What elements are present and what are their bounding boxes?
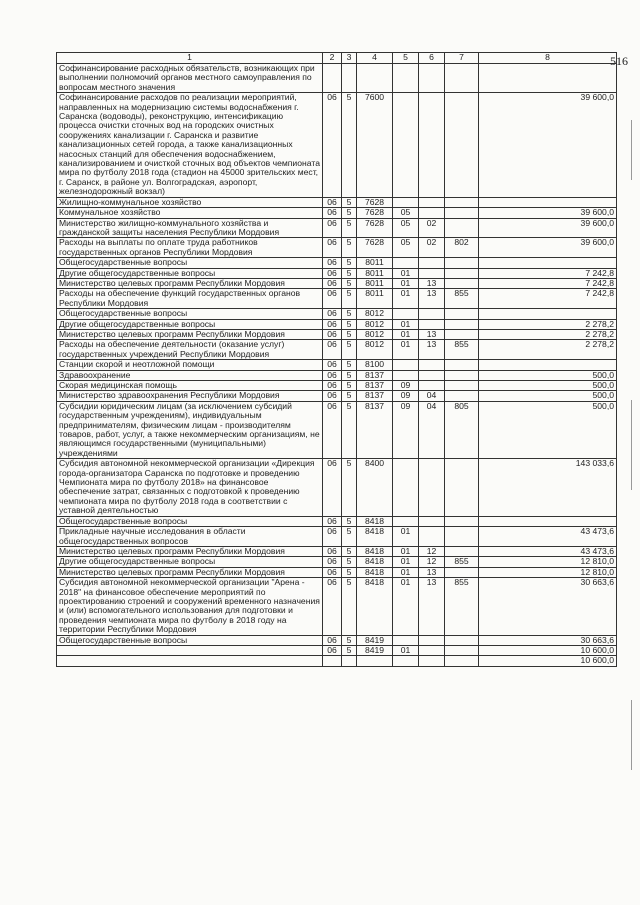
table-row <box>57 567 617 577</box>
code-c3: 5 <box>342 258 357 268</box>
table-row <box>57 516 617 526</box>
code-c3: 5 <box>342 381 357 391</box>
amount: 7 242,8 <box>479 289 617 309</box>
code-c6 <box>419 635 445 645</box>
code-c4: 8419 <box>357 645 393 655</box>
code-c7: 805 <box>445 401 479 458</box>
code-c4: 8011 <box>357 258 393 268</box>
code-c2: 06 <box>323 645 342 655</box>
table-row <box>57 208 617 218</box>
code-c4: 8011 <box>357 289 393 309</box>
code-c6: 02 <box>419 218 445 238</box>
amount: 2 278,2 <box>479 319 617 329</box>
code-c5 <box>393 360 419 370</box>
code-c5: 01 <box>393 527 419 547</box>
code-c5 <box>393 516 419 526</box>
code-c4: 8418 <box>357 527 393 547</box>
row-name: Расходы на обеспечение функций государственных органов Республики Мордовия <box>57 289 323 309</box>
table-row <box>57 278 617 288</box>
code-c5 <box>393 197 419 207</box>
amount: 39 600,0 <box>479 238 617 258</box>
code-c6 <box>419 459 445 516</box>
code-c7 <box>445 319 479 329</box>
amount: 30 663,6 <box>479 578 617 635</box>
row-name: Министерство жилищно-коммунального хозяйства и гражданской защиты населения Республики Мордовия <box>57 218 323 238</box>
row-name: Скорая медицинская помощь <box>57 381 323 391</box>
code-c7 <box>445 360 479 370</box>
amount: 10 600,0 <box>479 645 617 655</box>
code-c2: 06 <box>323 370 342 380</box>
code-c6 <box>419 516 445 526</box>
table-row <box>57 635 617 645</box>
empty-cell <box>357 656 393 666</box>
amount <box>479 64 617 93</box>
code-c6 <box>419 381 445 391</box>
code-c3: 5 <box>342 360 357 370</box>
code-c2: 06 <box>323 319 342 329</box>
code-c2: 06 <box>323 459 342 516</box>
column-header: 1 <box>57 53 323 64</box>
code-c6 <box>419 527 445 547</box>
code-c4: 8137 <box>357 401 393 458</box>
row-name: Расходы на выплаты по оплате труда работников государственных органов Республики Мордовия <box>57 238 323 258</box>
amount: 39 600,0 <box>479 93 617 197</box>
code-c7 <box>445 278 479 288</box>
row-name: Министерство целевых программ Республики Мордовия <box>57 567 323 577</box>
amount: 12 810,0 <box>479 557 617 567</box>
table-row <box>57 401 617 458</box>
code-c4: 7628 <box>357 197 393 207</box>
code-c2: 06 <box>323 635 342 645</box>
code-c5: 01 <box>393 546 419 556</box>
column-header: 2 <box>323 53 342 64</box>
code-c7 <box>445 381 479 391</box>
table-row <box>57 527 617 547</box>
table-row <box>57 218 617 238</box>
code-c2: 06 <box>323 546 342 556</box>
empty-cell <box>419 656 445 666</box>
code-c7 <box>445 329 479 339</box>
code-c6: 04 <box>419 401 445 458</box>
code-c4: 7600 <box>357 93 393 197</box>
code-c7 <box>445 64 479 93</box>
code-c7 <box>445 459 479 516</box>
empty-cell <box>393 656 419 666</box>
table-row <box>57 289 617 309</box>
code-c3: 5 <box>342 401 357 458</box>
amount: 10 600,0 <box>479 656 617 666</box>
code-c4: 8418 <box>357 557 393 567</box>
amount <box>479 360 617 370</box>
table-row <box>57 238 617 258</box>
table-row <box>57 93 617 197</box>
code-c7 <box>445 370 479 380</box>
code-c2: 06 <box>323 516 342 526</box>
code-c5 <box>393 258 419 268</box>
code-c7 <box>445 546 479 556</box>
code-c4: 8418 <box>357 516 393 526</box>
code-c4: 8011 <box>357 268 393 278</box>
code-c5: 09 <box>393 391 419 401</box>
code-c2: 06 <box>323 258 342 268</box>
code-c5: 01 <box>393 567 419 577</box>
code-c3: 5 <box>342 340 357 360</box>
row-name: Субсидия автономной некоммерческой организации «Дирекция города-организатора Саранска по подготовке и проведению Чемпионата мира по футболу 2018» на финансовое обеспечение затрат, связанных с подготовкой к проведению чемпионата мира по футболу 2018 года в соответствии с уставной деятельностью <box>57 459 323 516</box>
row-name: Здравоохранение <box>57 370 323 380</box>
code-c6: 13 <box>419 278 445 288</box>
code-c6: 12 <box>419 546 445 556</box>
table-row <box>57 578 617 635</box>
row-name: Софинансирование расходов по реализации мероприятий, направленных на модернизацию системы водоснабжения г. Саранска (водоводы), реконструкцию, интенсификацию процесса очистки сточных вод на городских очистных сооружениях канализации г. Саранска и развитие канализационных сетей города, а также канализационных насосных станций для обеспечения водоснабжением, канализированием и очисткой сточных вод объектов чемпионата мира по футболу 2018 года (стадион на 45000 зрительских мест, г. Саранск, в районе ул. Волгоградская, аэропорт, железнодорожный вокзал) <box>57 93 323 197</box>
code-c6: 13 <box>419 329 445 339</box>
code-c7 <box>445 635 479 645</box>
code-c2: 06 <box>323 197 342 207</box>
code-c5 <box>393 64 419 93</box>
amount <box>479 258 617 268</box>
code-c3: 5 <box>342 557 357 567</box>
code-c5 <box>393 370 419 380</box>
code-c4: 8012 <box>357 329 393 339</box>
amount <box>479 516 617 526</box>
code-c7 <box>445 197 479 207</box>
code-c6 <box>419 645 445 655</box>
table-row <box>57 656 617 666</box>
amount: 143 033,6 <box>479 459 617 516</box>
code-c7 <box>445 258 479 268</box>
table-header-row <box>57 53 617 64</box>
table-row <box>57 381 617 391</box>
row-name: Прикладные научные исследования в области общегосударственных вопросов <box>57 527 323 547</box>
code-c2: 06 <box>323 567 342 577</box>
code-c3: 5 <box>342 578 357 635</box>
column-header: 7 <box>445 53 479 64</box>
code-c4: 7628 <box>357 238 393 258</box>
code-c6: 13 <box>419 340 445 360</box>
table-row <box>57 268 617 278</box>
code-c5: 01 <box>393 340 419 360</box>
code-c3: 5 <box>342 516 357 526</box>
code-c3: 5 <box>342 370 357 380</box>
amount: 43 473,6 <box>479 546 617 556</box>
code-c6: 02 <box>419 238 445 258</box>
amount: 39 600,0 <box>479 218 617 238</box>
code-c7 <box>445 567 479 577</box>
table-row <box>57 370 617 380</box>
row-name: Другие общегосударственные вопросы <box>57 319 323 329</box>
code-c4: 8419 <box>357 635 393 645</box>
row-name: Общегосударственные вопросы <box>57 516 323 526</box>
code-c5 <box>393 635 419 645</box>
table-row <box>57 64 617 93</box>
code-c5: 09 <box>393 381 419 391</box>
code-c7 <box>445 309 479 319</box>
row-name: Расходы на обеспечение деятельности (оказание услуг) государственных учреждений Республики Мордовия <box>57 340 323 360</box>
table-row <box>57 360 617 370</box>
code-c4: 7628 <box>357 218 393 238</box>
row-name: Общегосударственные вопросы <box>57 309 323 319</box>
code-c5: 01 <box>393 578 419 635</box>
code-c2: 06 <box>323 309 342 319</box>
empty-cell <box>445 656 479 666</box>
amount <box>479 197 617 207</box>
code-c6: 13 <box>419 567 445 577</box>
amount: 500,0 <box>479 391 617 401</box>
code-c5 <box>393 309 419 319</box>
code-c6 <box>419 309 445 319</box>
code-c7 <box>445 645 479 655</box>
table-row <box>57 459 617 516</box>
code-c2: 06 <box>323 527 342 547</box>
row-name: Общегосударственные вопросы <box>57 258 323 268</box>
code-c3: 5 <box>342 567 357 577</box>
code-c5: 09 <box>393 401 419 458</box>
code-c5: 01 <box>393 268 419 278</box>
row-name: Другие общегосударственные вопросы <box>57 557 323 567</box>
code-c5 <box>393 93 419 197</box>
code-c4: 8012 <box>357 340 393 360</box>
code-c6: 12 <box>419 557 445 567</box>
row-name: Общегосударственные вопросы <box>57 635 323 645</box>
amount <box>479 309 617 319</box>
table-row <box>57 258 617 268</box>
row-name <box>57 645 323 655</box>
code-c3: 5 <box>342 268 357 278</box>
code-c2: 06 <box>323 278 342 288</box>
code-c4: 8418 <box>357 546 393 556</box>
empty-cell <box>323 656 342 666</box>
code-c2: 06 <box>323 218 342 238</box>
code-c4: 8100 <box>357 360 393 370</box>
code-c5: 01 <box>393 289 419 309</box>
amount: 7 242,8 <box>479 268 617 278</box>
code-c6 <box>419 370 445 380</box>
code-c4: 8137 <box>357 391 393 401</box>
budget-table <box>56 52 617 667</box>
code-c5 <box>393 459 419 516</box>
code-c4: 8418 <box>357 567 393 577</box>
code-c7: 855 <box>445 578 479 635</box>
table-row <box>57 309 617 319</box>
table-row <box>57 197 617 207</box>
code-c6 <box>419 319 445 329</box>
column-header: 3 <box>342 53 357 64</box>
code-c3: 5 <box>342 319 357 329</box>
code-c3: 5 <box>342 635 357 645</box>
row-name: Жилищно-коммунальное хозяйство <box>57 197 323 207</box>
code-c7 <box>445 527 479 547</box>
code-c3: 5 <box>342 329 357 339</box>
code-c7 <box>445 391 479 401</box>
row-name: Министерство целевых программ Республики Мордовия <box>57 278 323 288</box>
code-c6 <box>419 64 445 93</box>
code-c3: 5 <box>342 238 357 258</box>
row-name: Министерство целевых программ Республики Мордовия <box>57 546 323 556</box>
code-c7: 802 <box>445 238 479 258</box>
code-c3: 5 <box>342 459 357 516</box>
amount: 7 242,8 <box>479 278 617 288</box>
code-c3: 5 <box>342 218 357 238</box>
code-c3: 5 <box>342 391 357 401</box>
code-c5: 01 <box>393 329 419 339</box>
code-c3 <box>342 64 357 93</box>
code-c7: 855 <box>445 557 479 567</box>
code-c5: 05 <box>393 208 419 218</box>
code-c7: 855 <box>445 340 479 360</box>
code-c4: 8400 <box>357 459 393 516</box>
table-row <box>57 319 617 329</box>
code-c3: 5 <box>342 278 357 288</box>
code-c3: 5 <box>342 645 357 655</box>
amount: 500,0 <box>479 370 617 380</box>
amount: 500,0 <box>479 381 617 391</box>
amount: 39 600,0 <box>479 208 617 218</box>
table-row <box>57 340 617 360</box>
column-header: 5 <box>393 53 419 64</box>
row-name: Министерство целевых программ Республики Мордовия <box>57 329 323 339</box>
code-c5: 05 <box>393 218 419 238</box>
code-c3: 5 <box>342 309 357 319</box>
code-c7 <box>445 93 479 197</box>
code-c5: 01 <box>393 319 419 329</box>
table-row <box>57 557 617 567</box>
code-c2: 06 <box>323 329 342 339</box>
row-name: Другие общегосударственные вопросы <box>57 268 323 278</box>
code-c2: 06 <box>323 93 342 197</box>
page-number: 516 <box>610 54 628 68</box>
code-c2: 06 <box>323 381 342 391</box>
code-c3: 5 <box>342 546 357 556</box>
table-row <box>57 329 617 339</box>
column-header: 6 <box>419 53 445 64</box>
table-row <box>57 546 617 556</box>
code-c2 <box>323 64 342 93</box>
code-c6: 13 <box>419 578 445 635</box>
code-c6: 13 <box>419 289 445 309</box>
row-name: Станции скорой и неотложной помощи <box>57 360 323 370</box>
code-c5: 01 <box>393 645 419 655</box>
column-header: 8 <box>479 53 617 64</box>
column-header: 4 <box>357 53 393 64</box>
amount: 2 278,2 <box>479 340 617 360</box>
code-c4: 8137 <box>357 381 393 391</box>
scan-edge-mark <box>631 400 632 490</box>
code-c4: 8011 <box>357 278 393 288</box>
empty-cell <box>57 656 323 666</box>
code-c2: 06 <box>323 360 342 370</box>
code-c6 <box>419 197 445 207</box>
code-c7 <box>445 218 479 238</box>
code-c2: 06 <box>323 238 342 258</box>
code-c2: 06 <box>323 340 342 360</box>
code-c7: 855 <box>445 289 479 309</box>
code-c2: 06 <box>323 268 342 278</box>
scan-edge-mark <box>631 120 632 180</box>
code-c4: 8012 <box>357 309 393 319</box>
row-name: Субсидия автономной некоммерческой организации "Арена - 2018" на финансовое обеспечение мероприятий по проектированию строений и сооружений временного назначения и (или) вспомогательного использования для подготовки и проведения чемпионата мира по футболу в 2018 году на территории Республики Мордовия <box>57 578 323 635</box>
code-c5: 05 <box>393 238 419 258</box>
row-name: Субсидии юридическим лицам (за исключением субсидий государственным учреждениям), индивидуальным предпринимателям, физическим лицам - производителям товаров, работ, услуг, а также некоммерческим организациям, не являющимся государственными (муниципальными) учреждениями <box>57 401 323 458</box>
row-name: Министерство здравоохранения Республики Мордовия <box>57 391 323 401</box>
amount: 43 473,6 <box>479 527 617 547</box>
code-c2: 06 <box>323 208 342 218</box>
empty-cell <box>342 656 357 666</box>
code-c7 <box>445 208 479 218</box>
amount: 12 810,0 <box>479 567 617 577</box>
code-c6: 04 <box>419 391 445 401</box>
code-c2: 06 <box>323 401 342 458</box>
code-c2: 06 <box>323 289 342 309</box>
code-c3: 5 <box>342 289 357 309</box>
code-c6 <box>419 258 445 268</box>
code-c4 <box>357 64 393 93</box>
code-c6 <box>419 208 445 218</box>
code-c4: 8012 <box>357 319 393 329</box>
row-name: Софинансирование расходных обязательств, возникающих при выполнении полномочий органов местного самоуправления по вопросам местного значения <box>57 64 323 93</box>
code-c7 <box>445 516 479 526</box>
code-c6 <box>419 93 445 197</box>
code-c2: 06 <box>323 557 342 567</box>
code-c3: 5 <box>342 527 357 547</box>
amount: 2 278,2 <box>479 329 617 339</box>
row-name: Коммунальное хозяйство <box>57 208 323 218</box>
code-c6 <box>419 268 445 278</box>
code-c7 <box>445 268 479 278</box>
code-c3: 5 <box>342 208 357 218</box>
code-c5: 01 <box>393 557 419 567</box>
amount: 30 663,6 <box>479 635 617 645</box>
code-c4: 7628 <box>357 208 393 218</box>
code-c6 <box>419 360 445 370</box>
code-c3: 5 <box>342 93 357 197</box>
code-c2: 06 <box>323 391 342 401</box>
table-row <box>57 391 617 401</box>
code-c3: 5 <box>342 197 357 207</box>
scan-edge-mark <box>631 700 632 770</box>
code-c2: 06 <box>323 578 342 635</box>
code-c4: 8137 <box>357 370 393 380</box>
table-row <box>57 645 617 655</box>
code-c4: 8418 <box>357 578 393 635</box>
amount: 500,0 <box>479 401 617 458</box>
code-c5: 01 <box>393 278 419 288</box>
